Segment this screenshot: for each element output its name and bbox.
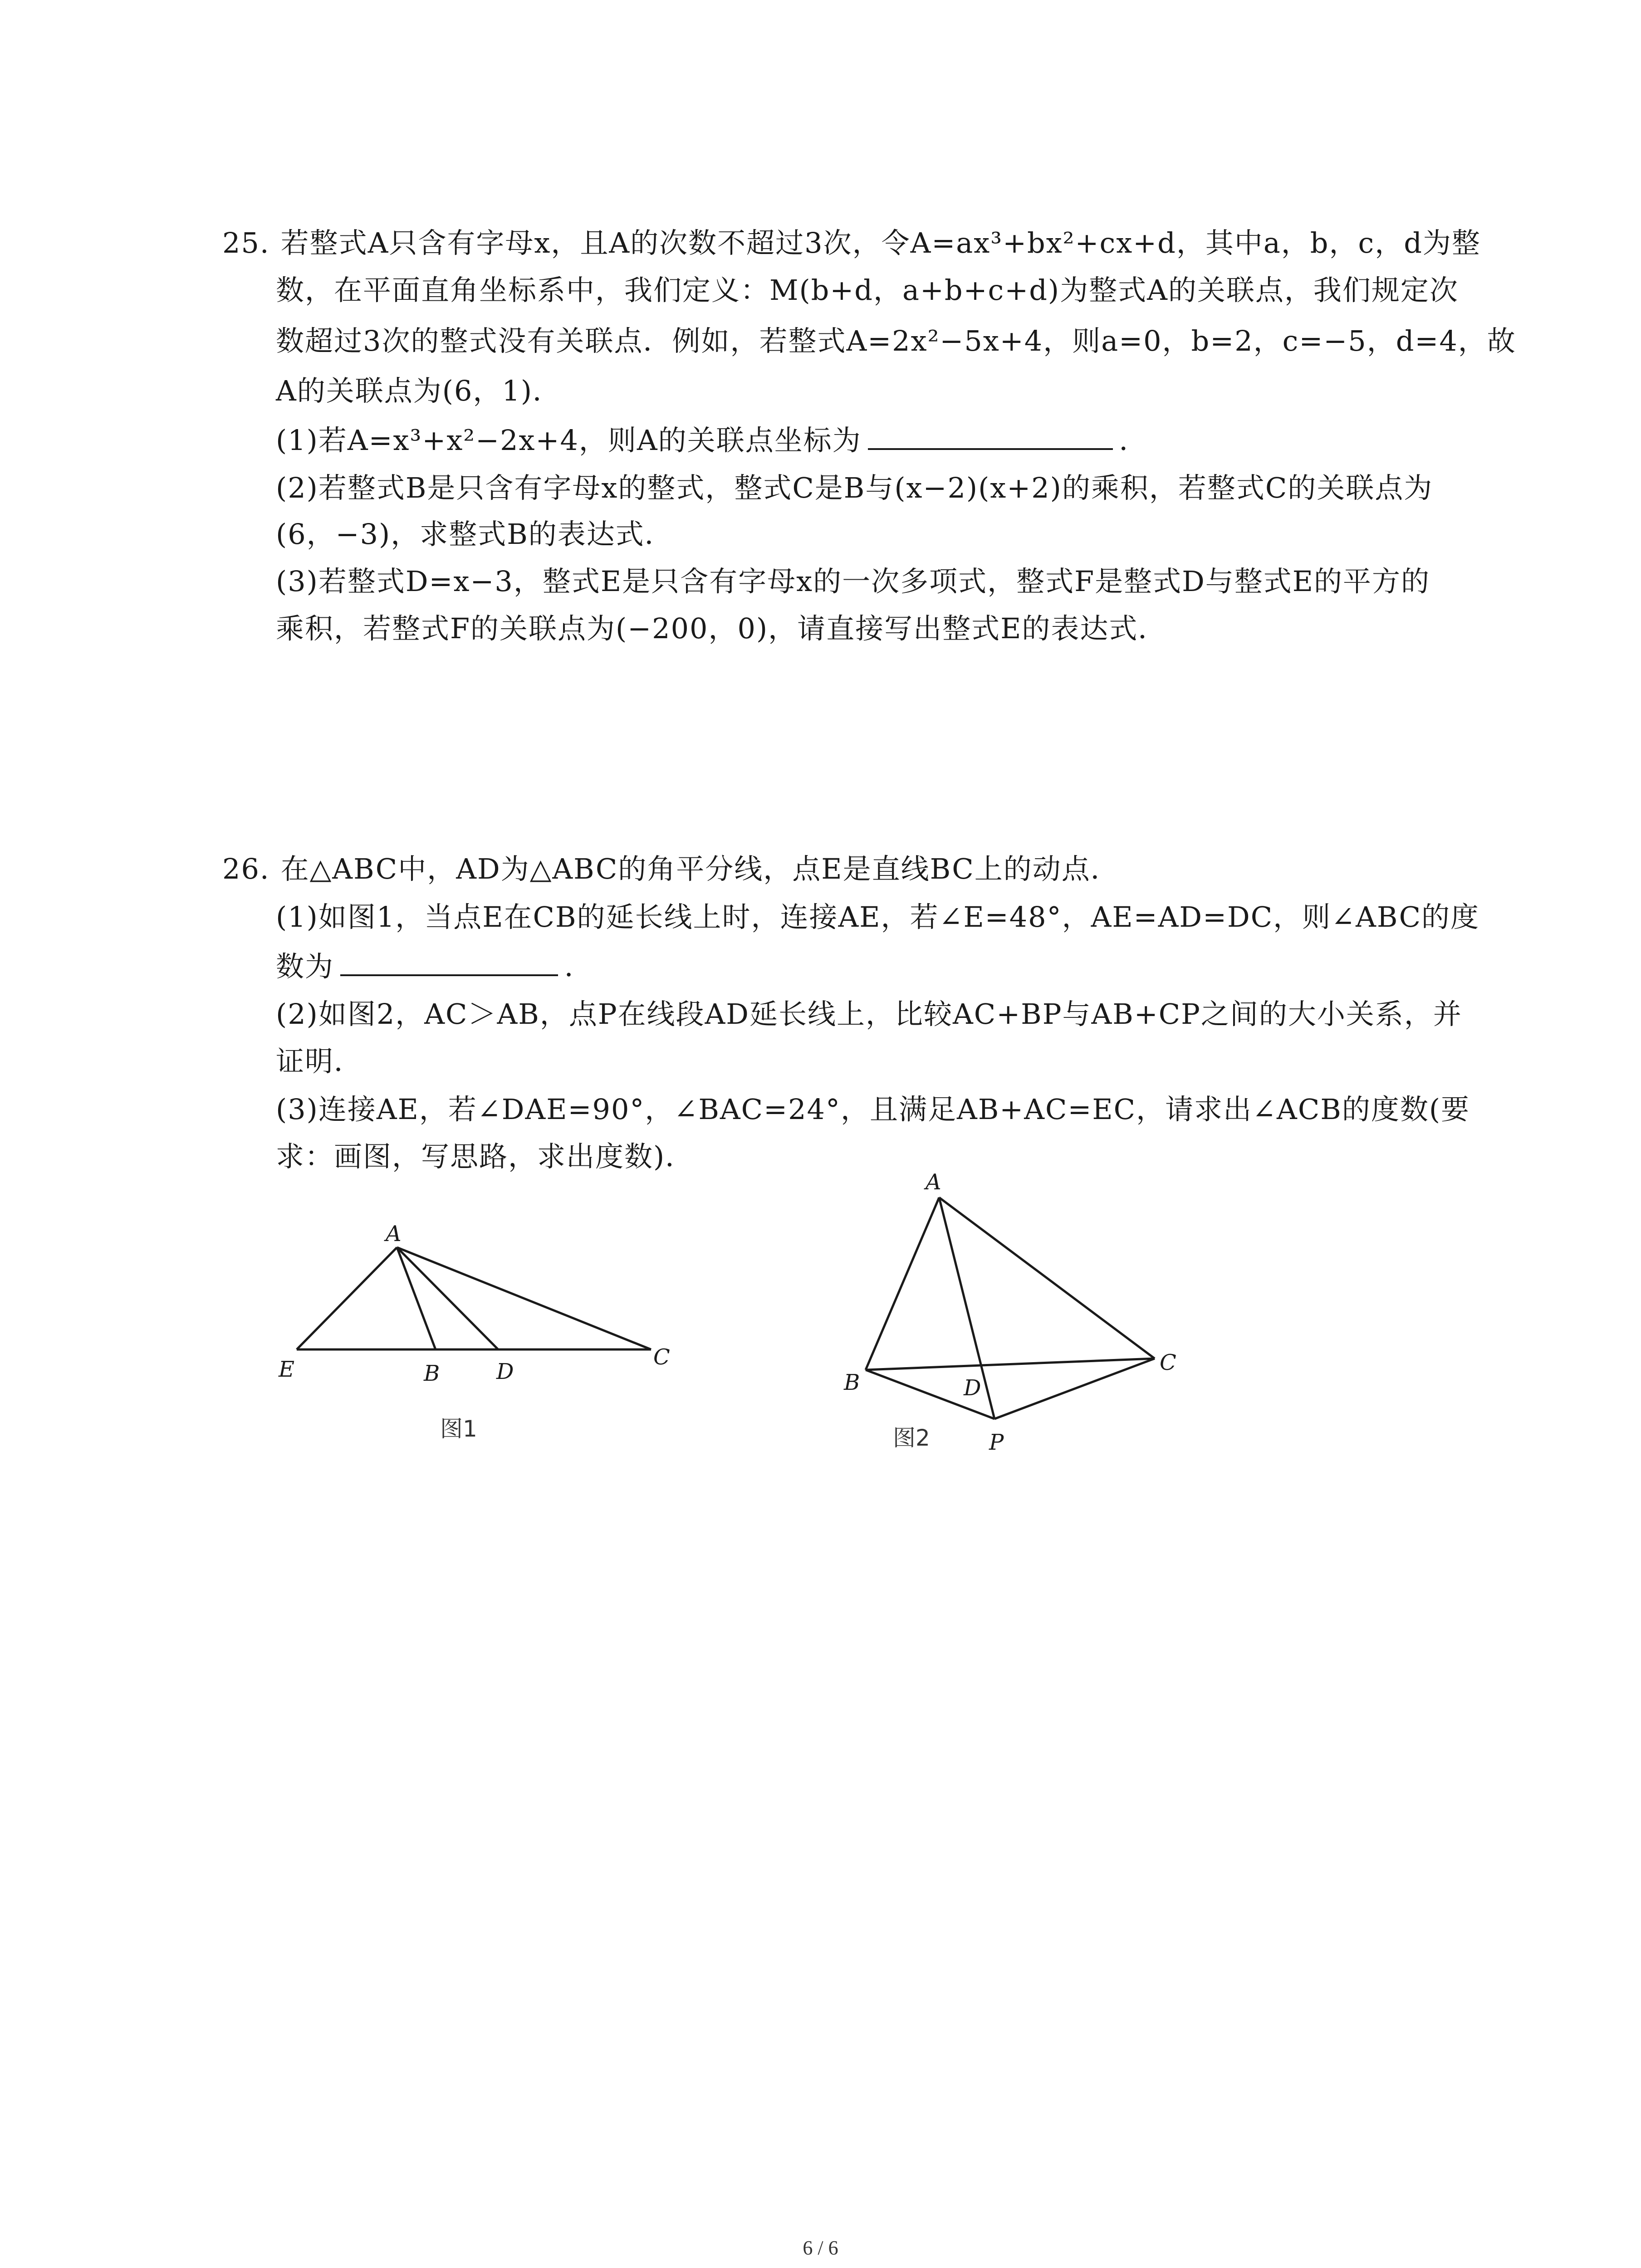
q25-part-1: (1)若A=x³+x²−2x+4，则A的关联点坐标为 ．: [276, 422, 1148, 459]
line-ad: [397, 1247, 498, 1349]
point-label-a: A: [926, 1169, 941, 1195]
q25-part-2-line-2: (6，−3)，求整式B的表达式．: [276, 518, 674, 551]
figure-1-lines: [297, 1247, 651, 1349]
point-label-c: C: [1160, 1350, 1176, 1375]
line-ac: [939, 1198, 1155, 1359]
figure-1-caption: 图1: [440, 1416, 477, 1442]
answer-blank: [340, 948, 558, 976]
line-ac: [397, 1247, 651, 1349]
q25-part-2-line-1: (2)若整式B是只含有字母x的整式，整式C是B与(x−2)(x+2)的乘积，若整式C的关联点为: [276, 471, 1433, 504]
q26-part-2-line-1: (2)如图2，AC＞AB，点P在线段AD延长线上，比较AC+BP与AB+CP之间的大小关系，并: [276, 997, 1462, 1031]
q25-line-1: 25. 若整式A只含有字母x，且A的次数不超过3次，令A=ax³+bx²+cx+d，其中a，b，c，d为整: [222, 226, 1481, 259]
q26-part-3-line-1: (3)连接AE，若∠DAE=90°，∠BAC=24°，且满足AB+AC=EC，请求出∠ACB的度数(要: [276, 1093, 1470, 1126]
answer-blank: [868, 422, 1113, 450]
q26-part-1-line-1: (1)如图1，当点E在CB的延长线上时，连接AE，若∠E=48°，AE=AD=DC，则∠ABC的度: [276, 900, 1480, 934]
q26-intro: 26. 在△ABC中，AD为△ABC的角平分线，点E是直线BC上的动点．: [222, 852, 1120, 885]
line-bc: [866, 1359, 1155, 1370]
q26-part-1-line-2: 数为 ．: [276, 948, 593, 985]
line-ae: [297, 1247, 397, 1349]
line-cp: [994, 1359, 1155, 1419]
q26-part-3-line-2: 求：画图，写思路，求出度数)．: [276, 1140, 695, 1173]
point-label-a: A: [386, 1221, 402, 1246]
figure-1: [254, 1216, 708, 1452]
q25-part-3-line-2: 乘积，若整式F的关联点为(−200，0)，请直接写出整式E的表达式．: [276, 612, 1167, 645]
point-label-b: B: [424, 1361, 440, 1386]
page-number: 6 / 6: [803, 2237, 838, 2259]
point-label-d: D: [964, 1375, 981, 1401]
q26-number: 26.: [222, 852, 270, 885]
figure-2: [817, 1161, 1225, 1470]
q25-part-3-line-1: (3)若整式D=x−3，整式E是只含有字母x的一次多项式，整式F是整式D与整式E的平方的: [276, 565, 1430, 598]
point-label-b: B: [844, 1370, 860, 1395]
q25-line-2: 数，在平面直角坐标系中，我们定义：M(b+d，a+b+c+d)为整式A的关联点，我们规定次: [276, 274, 1459, 307]
point-label-p: P: [989, 1430, 1004, 1455]
line-ab: [866, 1198, 939, 1370]
point-label-d: D: [496, 1359, 514, 1384]
q26-part-2-line-2: 证明．: [276, 1045, 363, 1078]
q25-line-4: A的关联点为(6，1)．: [276, 374, 562, 407]
line-ab: [397, 1247, 436, 1349]
figure-2-lines: [866, 1198, 1155, 1419]
point-label-e: E: [279, 1357, 295, 1382]
point-label-c: C: [653, 1344, 670, 1370]
figure-2-caption: 图2: [893, 1425, 930, 1451]
q25-number: 25.: [222, 226, 270, 259]
q25-line-3: 数超过3次的整式没有关联点．例如，若整式A=2x²−5x+4，则a=0，b=2，c=−5，d=4，故: [276, 324, 1516, 357]
